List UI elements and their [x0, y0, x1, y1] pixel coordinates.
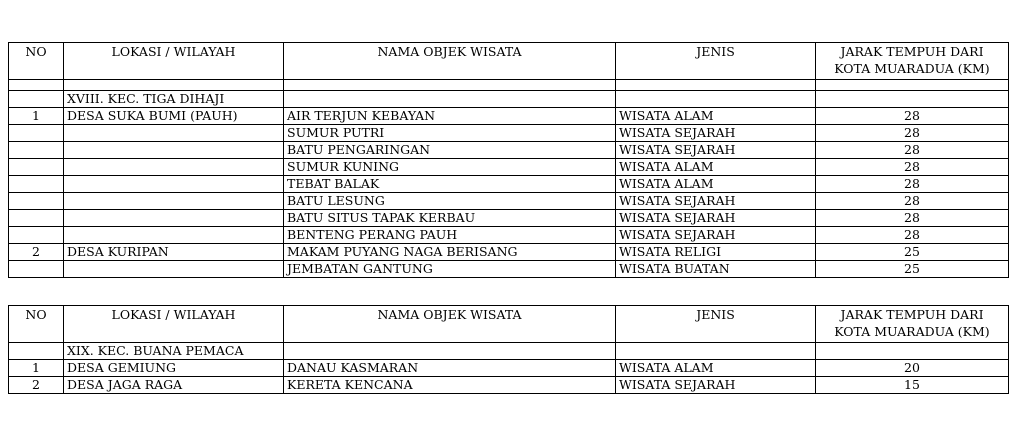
header-jenis: JENIS — [616, 43, 816, 80]
spacer-row — [9, 80, 1009, 91]
cell-no — [9, 261, 64, 278]
cell-jenis: WISATA SEJARAH — [616, 142, 816, 159]
header-jarak — [816, 43, 1009, 80]
cell-no — [9, 176, 64, 193]
cell-no — [9, 210, 64, 227]
cell-jenis: WISATA BUATAN — [616, 261, 816, 278]
cell-lokasi — [64, 227, 284, 244]
cell-jenis: WISATA SEJARAH — [616, 210, 816, 227]
table-row — [9, 193, 1009, 210]
header-jarak-line2: KOTA MUARADUA (KM) — [834, 324, 990, 339]
cell-nama: KERETA KENCANA — [284, 377, 616, 394]
cell-lokasi — [64, 193, 284, 210]
cell-jenis: WISATA ALAM — [616, 176, 816, 193]
table-header-row — [9, 306, 1009, 343]
cell-jenis: WISATA ALAM — [616, 159, 816, 176]
cell-jenis: WISATA SEJARAH — [616, 193, 816, 210]
cell-nama: BATU SITUS TAPAK KERBAU — [284, 210, 616, 227]
table-row — [9, 159, 1009, 176]
cell-jarak: 25 — [816, 261, 1009, 278]
table-row — [9, 360, 1009, 377]
header-jarak-line2: KOTA MUARADUA (KM) — [834, 61, 990, 76]
section-row — [9, 91, 1009, 108]
cell-nama: TEBAT BALAK — [284, 176, 616, 193]
cell-jenis: WISATA SEJARAH — [616, 227, 816, 244]
cell-nama: JEMBATAN GANTUNG — [284, 261, 616, 278]
cell-jarak: 15 — [816, 377, 1009, 394]
cell-jarak: 28 — [816, 227, 1009, 244]
cell-nama: BATU LESUNG — [284, 193, 616, 210]
header-no: NO — [9, 43, 64, 80]
cell-lokasi: DESA SUKA BUMI (PAUH) — [64, 108, 284, 125]
table-row — [9, 125, 1009, 142]
cell-no — [9, 227, 64, 244]
header-jenis: JENIS — [616, 306, 816, 343]
cell-lokasi: DESA JAGA RAGA — [64, 377, 284, 394]
section-title: XVIII. KEC. TIGA DIHAJI — [64, 91, 284, 108]
cell-no: 2 — [9, 377, 64, 394]
cell-lokasi — [64, 261, 284, 278]
section-row — [9, 343, 1009, 360]
cell-jenis: WISATA ALAM — [616, 360, 816, 377]
cell-lokasi: DESA GEMIUNG — [64, 360, 284, 377]
cell-lokasi — [64, 210, 284, 227]
cell-jarak: 28 — [816, 210, 1009, 227]
cell-jarak: 28 — [816, 193, 1009, 210]
cell-no: 1 — [9, 360, 64, 377]
cell-nama: BENTENG PERANG PAUH — [284, 227, 616, 244]
header-jarak-line1: JARAK TEMPUH DARI — [840, 44, 984, 59]
cell-no — [9, 142, 64, 159]
section-title: XIX. KEC. BUANA PEMACA — [64, 343, 284, 360]
table-header-row — [9, 43, 1009, 80]
cell-nama: BATU PENGARINGAN — [284, 142, 616, 159]
header-jarak-line1: JARAK TEMPUH DARI — [840, 307, 984, 322]
cell-jenis: WISATA RELIGI — [616, 244, 816, 261]
cell-nama: SUMUR PUTRI — [284, 125, 616, 142]
cell-lokasi: DESA KURIPAN — [64, 244, 284, 261]
header-lokasi: LOKASI / WILAYAH — [64, 306, 284, 343]
cell-nama: DANAU KASMARAN — [284, 360, 616, 377]
header-jarak — [816, 306, 1009, 343]
cell-jenis: WISATA SEJARAH — [616, 377, 816, 394]
cell-jarak: 28 — [816, 108, 1009, 125]
table-row — [9, 142, 1009, 159]
cell-nama: AIR TERJUN KEBAYAN — [284, 108, 616, 125]
cell-jenis: WISATA SEJARAH — [616, 125, 816, 142]
cell-lokasi — [64, 142, 284, 159]
cell-jarak: 28 — [816, 125, 1009, 142]
cell-no: 2 — [9, 244, 64, 261]
cell-jarak: 20 — [816, 360, 1009, 377]
table-row — [9, 377, 1009, 394]
cell-lokasi — [64, 125, 284, 142]
table-row — [9, 210, 1009, 227]
header-nama-objek: NAMA OBJEK WISATA — [284, 43, 616, 80]
header-no: NO — [9, 306, 64, 343]
cell-jenis: WISATA ALAM — [616, 108, 816, 125]
tourism-table-2 — [8, 305, 1009, 394]
cell-jarak: 28 — [816, 142, 1009, 159]
table-row — [9, 176, 1009, 193]
tourism-table-1 — [8, 42, 1009, 278]
table-row — [9, 261, 1009, 278]
cell-nama: MAKAM PUYANG NAGA BERISANG — [284, 244, 616, 261]
cell-nama: SUMUR KUNING — [284, 159, 616, 176]
table-row — [9, 108, 1009, 125]
cell-no — [9, 125, 64, 142]
cell-no — [9, 193, 64, 210]
cell-lokasi — [64, 159, 284, 176]
header-nama-objek: NAMA OBJEK WISATA — [284, 306, 616, 343]
table-row — [9, 227, 1009, 244]
cell-no: 1 — [9, 108, 64, 125]
cell-no — [9, 159, 64, 176]
cell-jarak: 28 — [816, 176, 1009, 193]
cell-lokasi — [64, 176, 284, 193]
header-lokasi: LOKASI / WILAYAH — [64, 43, 284, 80]
cell-jarak: 25 — [816, 244, 1009, 261]
table-row — [9, 244, 1009, 261]
cell-jarak: 28 — [816, 159, 1009, 176]
